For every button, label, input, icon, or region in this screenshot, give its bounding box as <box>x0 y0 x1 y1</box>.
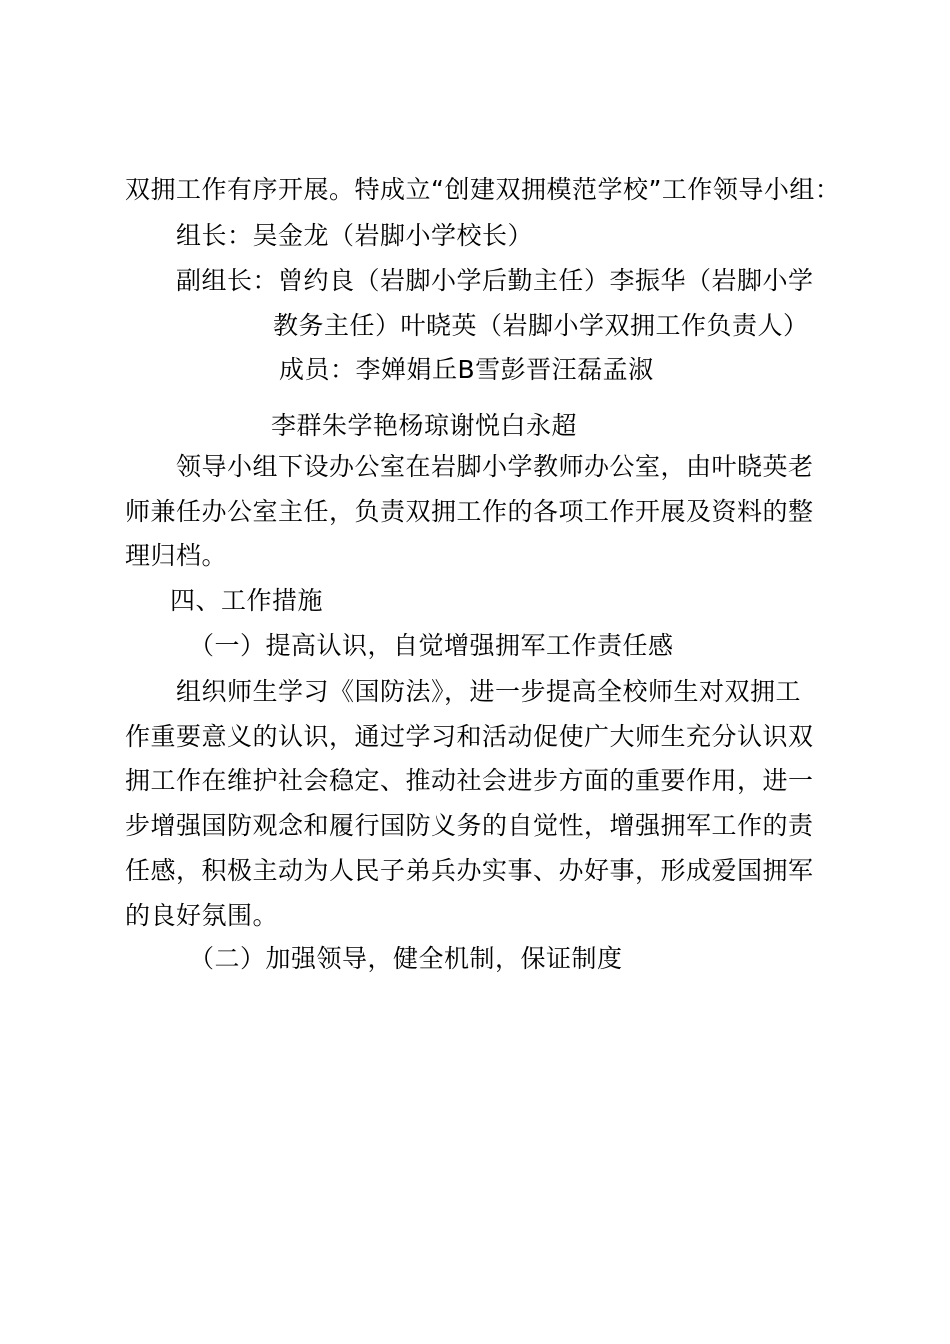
section-heading: 四、工作措施 <box>170 586 324 615</box>
text-line: 拥工作在维护社会稳定、推动社会进步方面的重要作用，进一 <box>125 766 814 795</box>
text-line: 组织师生学习《国防法》，进一步提高全校师生对双拥工 <box>176 677 802 706</box>
subsection-heading: （一）提高认识，自觉增强拥军工作责任感 <box>189 631 674 660</box>
text-line: 师兼任办公室主任，负责双拥工作的各项工作开展及资料的整 <box>125 497 814 526</box>
text-line: 副组长：曾约良（岩脚小学后勤主任）李振华（岩脚小学 <box>176 266 814 295</box>
text-line: 李群朱学艳杨琼谢悦白永超 <box>271 411 578 440</box>
text-line: 的良好氛围。 <box>125 901 279 930</box>
subsection-heading: （二）加强领导，健全机制，保证制度 <box>189 944 623 973</box>
text-line: 任感，积极主动为人民子弟兵办实事、办好事，形成爱国拥军 <box>125 856 814 885</box>
text-line: 成员：李婵娟丘B雪彭晋汪磊孟淑 <box>279 355 654 384</box>
text-line: 理归档。 <box>125 541 228 570</box>
text-line: 组长：吴金龙（岩脚小学校长） <box>176 221 534 250</box>
text-line: 作重要意义的认识，通过学习和活动促使广大师生充分认识双 <box>125 722 814 751</box>
text-line: 双拥工作有序开展。特成立“创建双拥模范学校”工作领导小组： <box>125 175 841 204</box>
text-line: 教务主任）叶晓英（岩脚小学双拥工作负责人） <box>273 311 809 340</box>
text-line: 领导小组下设办公室在岩脚小学教师办公室，由叶晓英老 <box>176 452 814 481</box>
text-line: 步增强国防观念和履行国防义务的自觉性，增强拥军工作的责 <box>125 811 814 840</box>
